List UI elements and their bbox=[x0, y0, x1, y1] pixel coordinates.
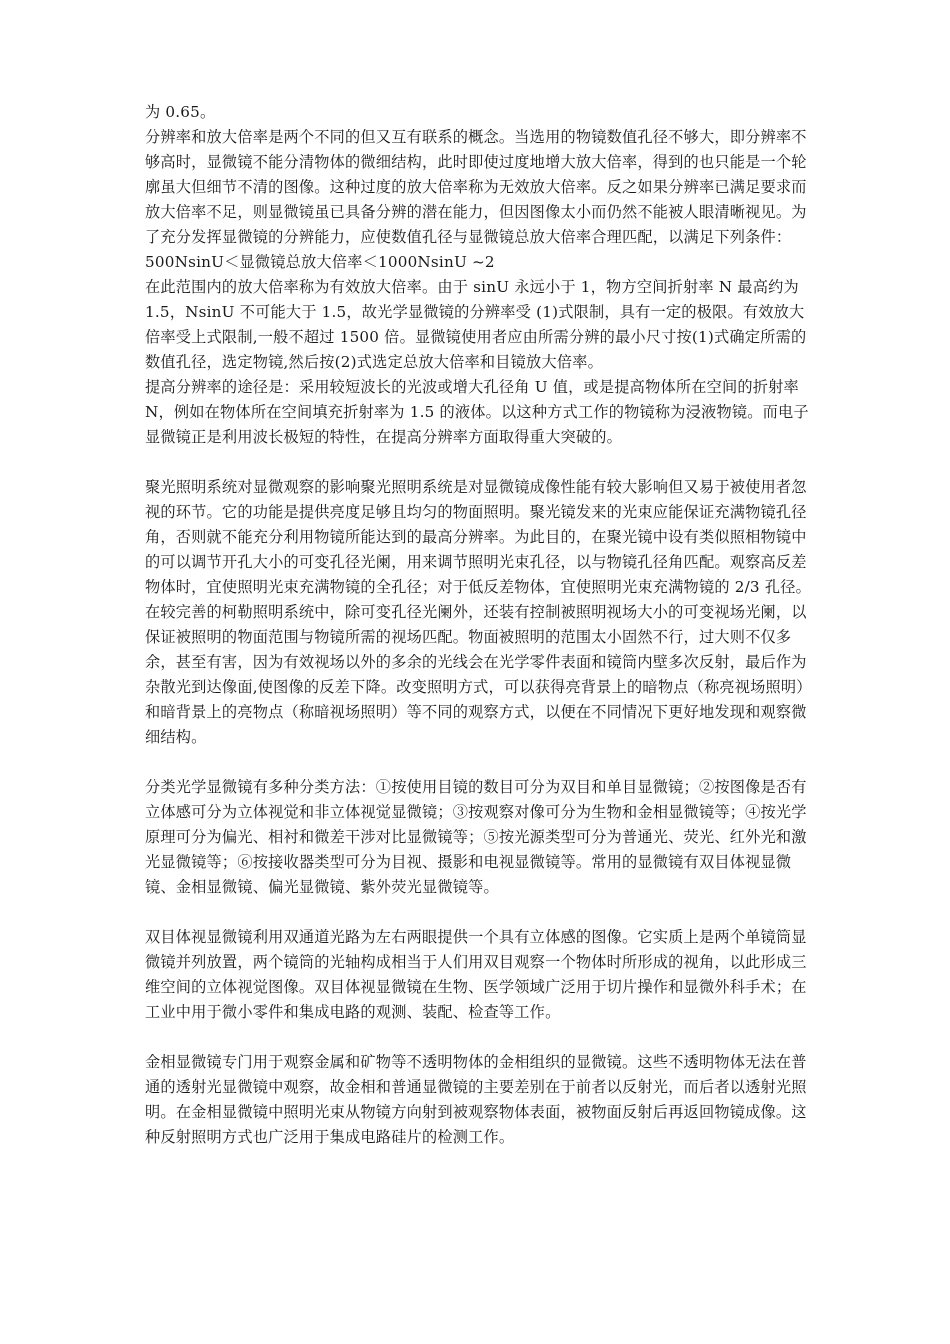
paragraph-improve-resolution: 提高分辨率的途径是：采用较短波长的光波或增大孔径角 U 值，或是提高物体所在空间的折射率 N，例如在物体所在空间填充折射率为 1.5 的液体。以这种方式工作的物镜称为浸液物镜。而电子显微镜正是利用波长极短的特性，在提高分辨率方面取得重大突破的。 bbox=[145, 378, 809, 446]
paragraph-formula: 500NsinU＜显微镜总放大倍率＜1000NsinU ~2 bbox=[145, 253, 495, 271]
paragraph-continuation: 为 0.65。 bbox=[145, 103, 216, 121]
paragraph-classification: 分类光学显微镜有多种分类方法：①按使用目镜的数目可分为双目和单目显微镜；②按图像是否有立体感可分为立体视觉和非立体视觉显微镜；③按观察对像可分为生物和金相显微镜等；④按光学原理可分为偏光、相衬和微差干涉对比显微镜等；⑤按光源类型可分为普通光、荧光、红外光和激光显微镜等；⑥按接收器类型可分为目视、摄影和电视显微镜等。常用的显微镜有双目体视显微镜、金相显微镜、偏光显微镜、紫外荧光显微镜等。 bbox=[145, 778, 807, 896]
paragraph-spacer bbox=[145, 1025, 811, 1050]
paragraph-stereo-microscope: 双目体视显微镜利用双通道光路为左右两眼提供一个具有立体感的图像。它实质上是两个单镜筒显微镜并列放置，两个镜筒的光轴构成相当于人们用双目观察一个物体时所形成的视角，以此形成三维空间的立体视觉图像。双目体视显微镜在生物、医学领域广泛用于切片操作和显微外科手术；在工业中用于微小零件和集成电路的观测、装配、检查等工作。 bbox=[145, 928, 807, 1021]
paragraph-condenser-illumination: 聚光照明系统对显微观察的影响聚光照明系统是对显微镜成像性能有较大影响但又易于被使用者忽视的环节。它的功能是提供亮度足够且均匀的物面照明。聚光镜发来的光束应能保证充满物镜孔径角，否则就不能充分利用物镜所能达到的最高分辨率。为此目的，在聚光镜中设有类似照相物镜中的可以调节开孔大小的可变孔径光阑，用来调节照明光束孔径，以与物镜孔径角匹配。观察高反差物体时，宜使照明光束充满物镜的全孔径；对于低反差物体，宜使照明光束充满物镜的 2/3 孔径。在较完善的柯勒照明系统中，除可变孔径光阑外，还装有控制被照明视场大小的可变视场光阑，以保证被照明的物面范围与物镜所需的视场匹配。物面被照明的范围太小固然不行，过大则不仅多余，甚至有害，因为有效视场以外的多余的光线会在光学零件表面和镜筒内壁多次反射，最后作为杂散光到达像面,使图像的反差下降。改变照明方式，可以获得亮背景上的暗物点（称亮视场照明）和暗背景上的亮物点（称暗视场照明）等不同的观察方式，以便在不同情况下更好地发现和观察微细结构。 bbox=[145, 478, 811, 746]
paragraph-resolution-magnification: 分辨率和放大倍率是两个不同的但又互有联系的概念。当选用的物镜数值孔径不够大，即分辨率不够高时，显微镜不能分清物体的微细结构，此时即使过度地增大放大倍率，得到的也只能是一个轮廓虽大但细节不清的图像。这种过度的放大倍率称为无效放大倍率。反之如果分辨率已满足要求而放大倍率不足，则显微镜虽已具备分辨的潜在能力，但因图像太小而仍然不能被人眼清晰视见。为了充分发挥显微镜的分辨能力，应使数值孔径与显微镜总放大倍率合理匹配，以满足下列条件： bbox=[145, 128, 807, 246]
paragraph-metallographic-microscope: 金相显微镜专门用于观察金属和矿物等不透明物体的金相组织的显微镜。这些不透明物体无法在普通的透射光显微镜中观察，故金相和普通显微镜的主要差别在于前者以反射光，而后者以透射光照明。在金相显微镜中照明光束从物镜方向射到被观察物体表面，被物面反射后再返回物镜成像。这种反射照明方式也广泛用于集成电路硅片的检测工作。 bbox=[145, 1053, 807, 1146]
document-page bbox=[145, 100, 811, 1150]
paragraph-effective-magnification: 在此范围内的放大倍率称为有效放大倍率。由于 sinU 永远小于 1，物方空间折射率 N 最高约为 1.5，NsinU 不可能大于 1.5，故光学显微镜的分辨率受 (1)式限制，具有一定的极限。有效放大倍率受上式限制,一般不超过 1500 倍。显微镜使用者应由所需分辨的最小尺寸按(1)式确定所需的数值孔径，选定物镜,然后按(2)式选定总放大倍率和目镜放大倍率。 bbox=[145, 278, 807, 371]
paragraph-spacer bbox=[145, 750, 811, 775]
paragraph-spacer bbox=[145, 900, 811, 925]
paragraph-spacer bbox=[145, 450, 811, 475]
